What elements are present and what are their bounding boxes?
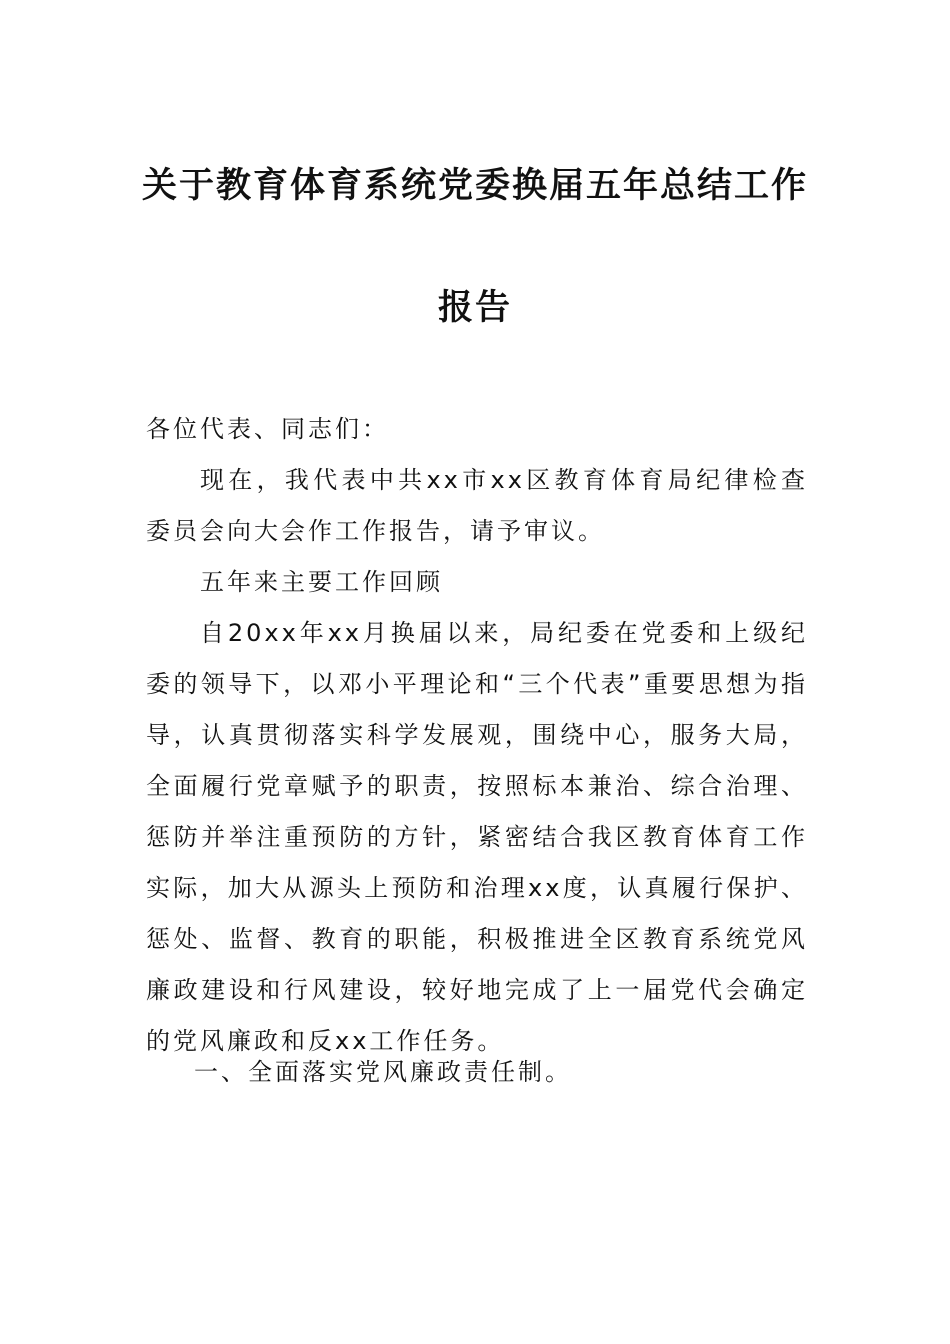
review-heading: 五年来主要工作回顾 [200, 568, 443, 596]
section-one-heading: 一、全面落实党风廉政责任制。 [194, 1058, 572, 1086]
salutation: 各位代表、同志们： [146, 415, 389, 443]
document-title-line-1: 关于教育体育系统党委换届五年总结工作 [141, 165, 808, 206]
review-paragraph: 自20xx年xx月换届以来，局纪委在党委和上级纪委的领导下，以邓小平理论和“三个代表”重要思想为指导，认真贯彻落实科学发展观，围绕中心，服务大局，全面履行党章赋予的职责，按照标本兼治、综合治理、惩防并举注重预防的方针，紧密结合我区教育体育工作实际，加大从源头上预防和治理xx度，认真履行保护、惩处、监督、教育的职能，积极推进全区教育系统党风廉政建设和行风建设，较好地完成了上一届党代会确定的党风廉政和反xx工作任务。 [146, 619, 808, 1055]
intro-paragraph: 现在，我代表中共xx市xx区教育体育局纪律检查委员会向大会作工作报告，请予审议。 [146, 466, 808, 545]
document-title-line-2: 报告 [437, 287, 512, 328]
